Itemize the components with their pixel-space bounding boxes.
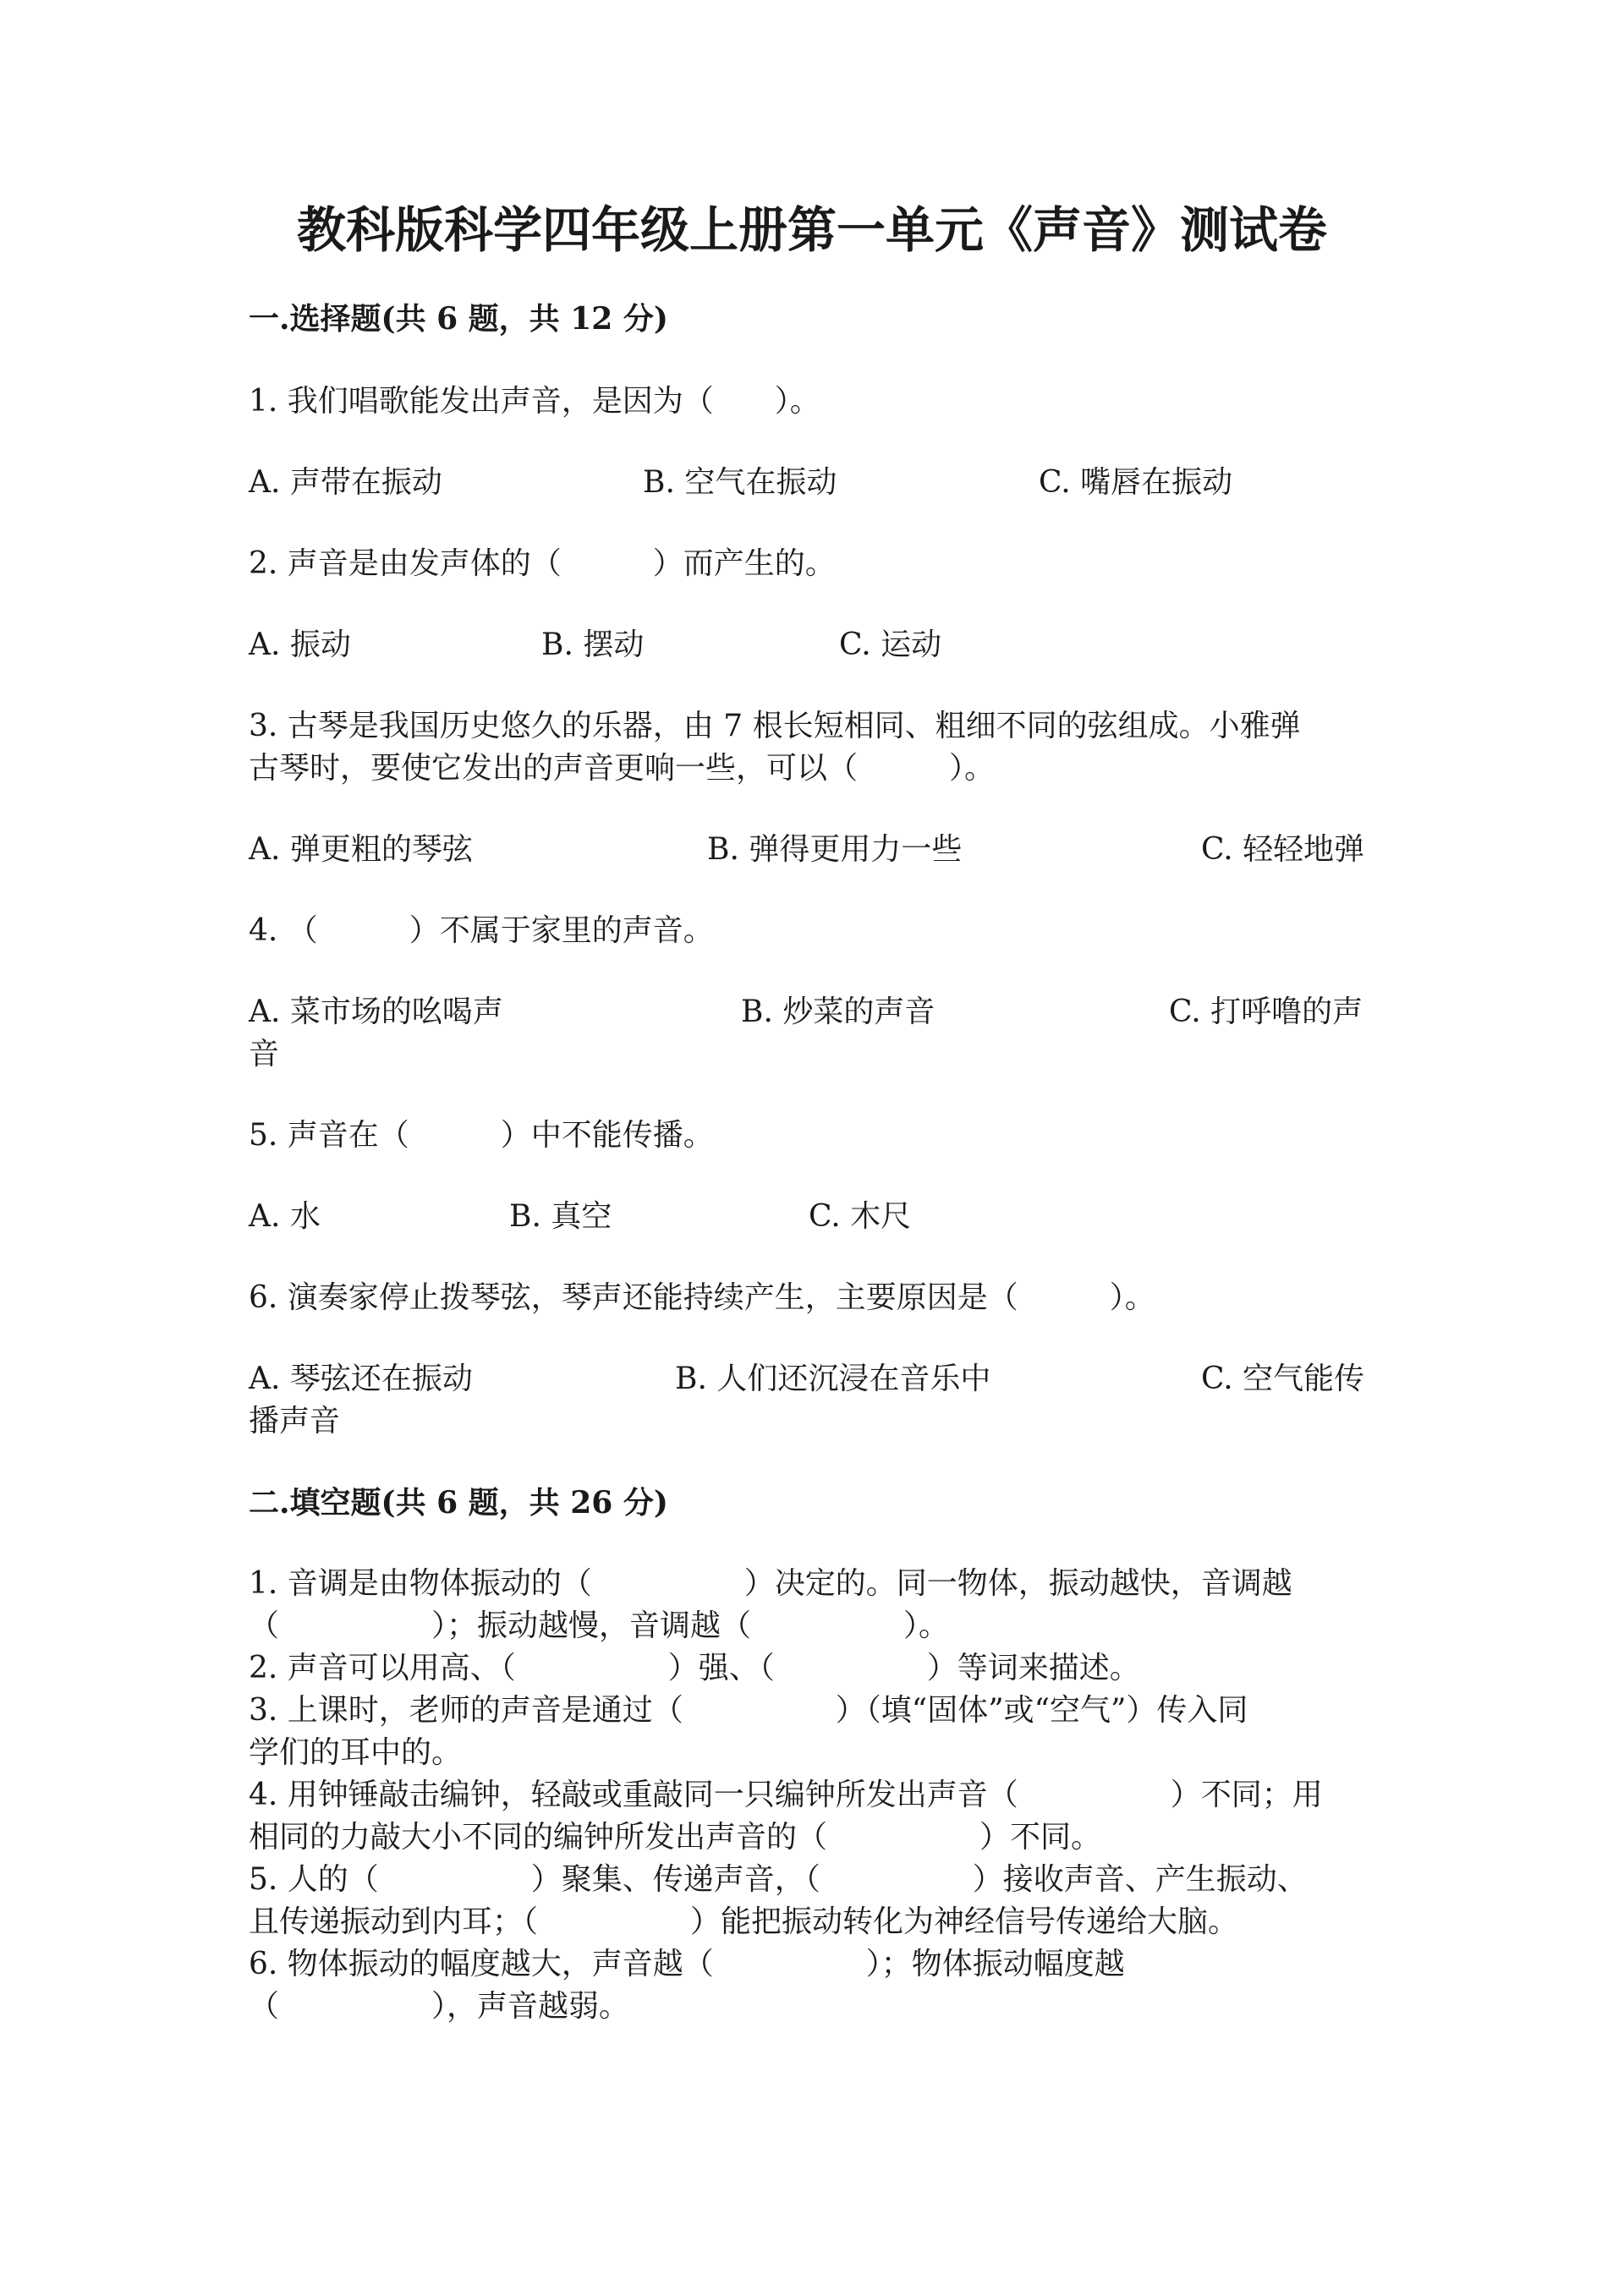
question-1-option-b: B. 空气在振动 <box>643 465 837 500</box>
question-3-stem-line-2: 古琴时，要使它发出的声音更响一些，可以（ ）。 <box>249 751 996 786</box>
page-title: 教科版科学四年级上册第一单元《声音》测试卷 <box>296 201 1327 259</box>
fill-line-8: 5. 人的（ ）聚集、传递声音，（ ）接收声音、产生振动、 <box>249 1862 1308 1897</box>
section-heading-choice: 一.选择题(共 6 题，共 12 分) <box>249 301 668 337</box>
fill-line-3: 2. 声音可以用高、（ ）强、（ ）等词来描述。 <box>249 1651 1140 1685</box>
fill-line-4: 3. 上课时，老师的声音是通过（ ）（填“固体”或“空气”）传入同 <box>249 1693 1248 1728</box>
question-1-option-a: A. 声带在振动 <box>249 465 442 500</box>
question-5-option-a: A. 水 <box>249 1199 321 1234</box>
question-1-stem: 1. 我们唱歌能发出声音，是因为（ ）。 <box>249 384 820 419</box>
question-2-option-c: C. 运动 <box>839 627 942 662</box>
question-6-option-a: A. 琴弦还在振动 <box>249 1362 473 1396</box>
question-6-option-c: C. 空气能传 <box>1201 1362 1365 1396</box>
fill-line-6: 4. 用钟锤敲击编钟，轻敲或重敲同一只编钟所发出声音（ ）不同；用 <box>249 1778 1323 1812</box>
question-3-option-a: A. 弹更粗的琴弦 <box>249 832 473 867</box>
question-4-option-c-wrap: 音 <box>249 1037 280 1071</box>
question-5-option-c: C. 木尺 <box>809 1199 912 1234</box>
fill-line-5: 学们的耳中的。 <box>249 1735 463 1770</box>
question-2-option-a: A. 振动 <box>249 627 351 662</box>
question-6-option-b: B. 人们还沉浸在音乐中 <box>675 1362 991 1396</box>
question-4-option-a: A. 菜市场的吆喝声 <box>249 995 503 1029</box>
question-1-option-c: C. 嘴唇在振动 <box>1039 465 1233 500</box>
question-3-option-c: C. 轻轻地弹 <box>1201 832 1365 867</box>
question-4-stem: 4. （ ）不属于家里的声音。 <box>249 913 714 948</box>
question-3-option-b: B. 弹得更用力一些 <box>707 832 963 867</box>
question-6-option-c-wrap: 播声音 <box>249 1404 341 1438</box>
question-2-option-b: B. 摆动 <box>541 627 645 662</box>
fill-line-7: 相同的力敲大小不同的编钟所发出声音的（ ）不同。 <box>249 1820 1102 1855</box>
question-5-option-b: B. 真空 <box>509 1199 612 1234</box>
fill-line-9: 且传递振动到内耳；（ ）能把振动转化为神经信号传递给大脑。 <box>249 1904 1239 1939</box>
fill-line-11: （ ），声音越弱。 <box>249 1989 630 2024</box>
question-3-stem-line-1: 3. 古琴是我国历史悠久的乐器，由 7 根长短相同、粗细不同的弦组成。小雅弹 <box>249 709 1301 743</box>
question-4-option-c: C. 打呼噜的声 <box>1169 995 1363 1029</box>
question-6-stem: 6. 演奏家停止拨琴弦，琴声还能持续产生，主要原因是（ ）。 <box>249 1280 1155 1315</box>
section-heading-fill: 二.填空题(共 6 题，共 26 分) <box>249 1485 668 1521</box>
question-2-stem: 2. 声音是由发声体的（ ）而产生的。 <box>249 546 836 581</box>
fill-line-1: 1. 音调是由物体振动的（ ）决定的。同一物体，振动越快，音调越 <box>249 1566 1292 1601</box>
question-5-stem: 5. 声音在（ ）中不能传播。 <box>249 1118 714 1153</box>
fill-line-2: （ ）；振动越慢，音调越（ ）。 <box>249 1608 950 1643</box>
fill-line-10: 6. 物体振动的幅度越大，声音越（ ）；物体振动幅度越 <box>249 1947 1125 1981</box>
question-4-option-b: B. 炒菜的声音 <box>741 995 935 1029</box>
